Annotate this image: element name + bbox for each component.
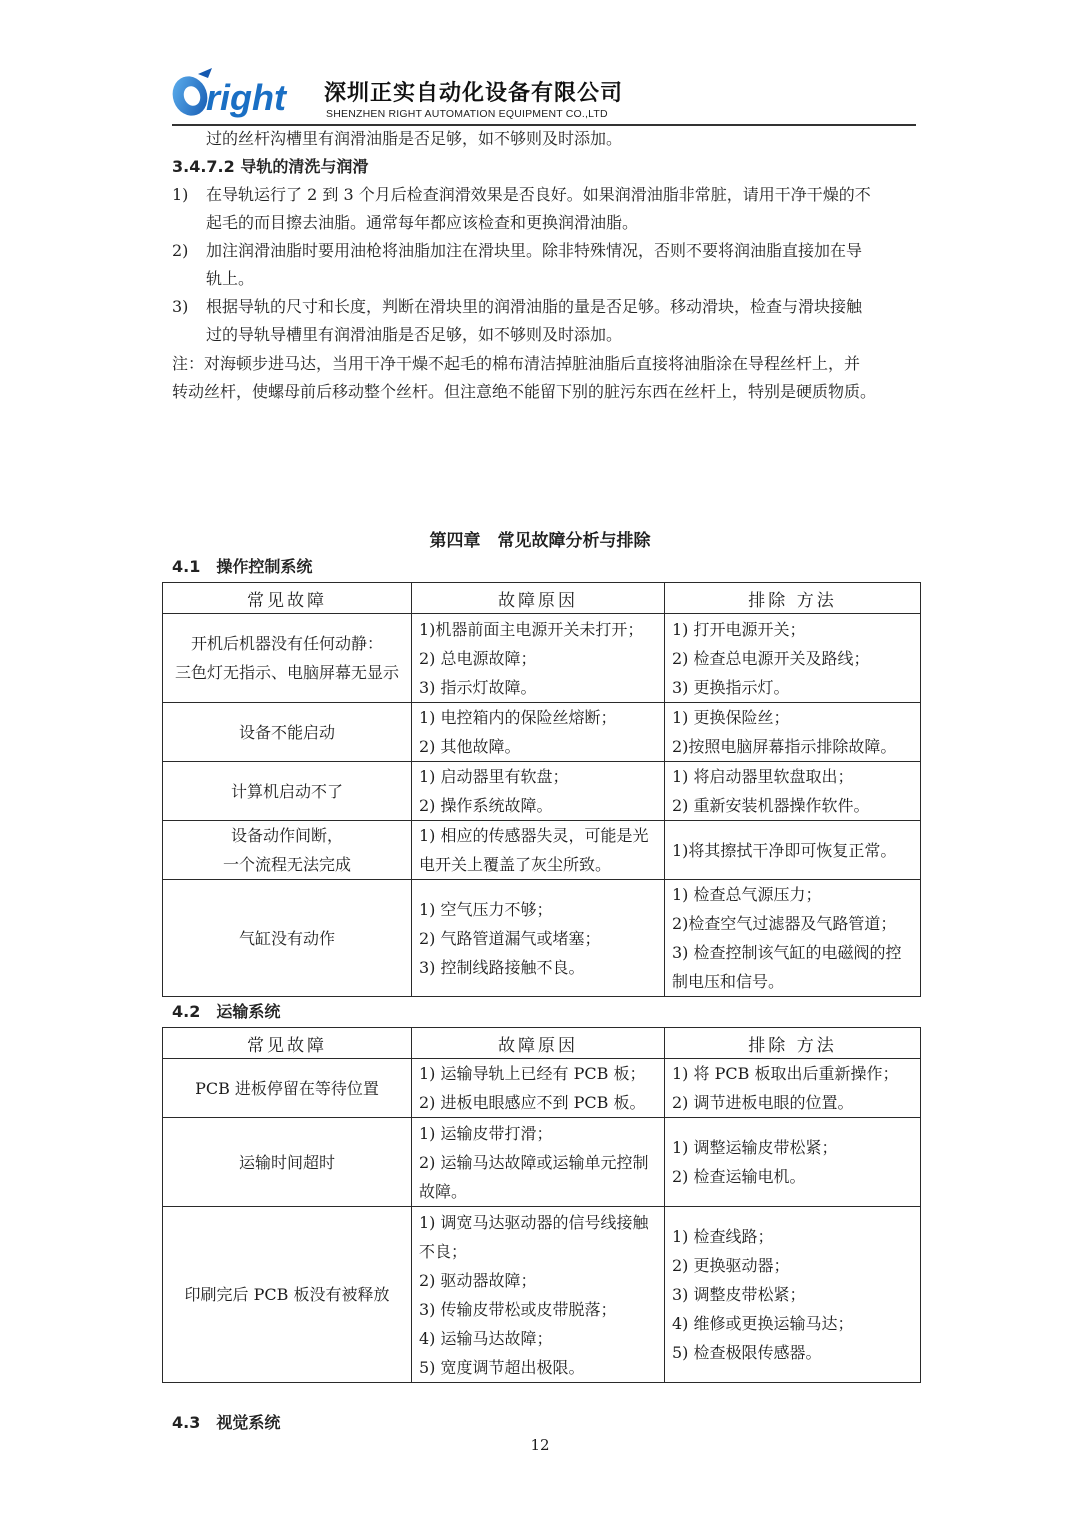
table-row [163, 821, 921, 880]
cause-cell [412, 703, 665, 762]
cell-line: 1) 启动器里有软盘； [419, 767, 569, 786]
fault-cell [163, 762, 412, 821]
fix-cell [665, 762, 921, 821]
cause-cell [412, 880, 665, 997]
header-divider [172, 124, 916, 126]
cell-line: 2) 调节进板电眼的位置。 [672, 1093, 854, 1112]
cell-line: 开机后机器没有任何动静： [190, 634, 383, 653]
cell-line: 1) 调整运输皮带松紧； [672, 1138, 838, 1157]
cell-line: 3) 更换指示灯。 [672, 677, 790, 697]
cell-line: 2) 更换驱动器； [672, 1256, 790, 1275]
cell-line: 2) 检查总电源开关及路线； [672, 648, 870, 668]
fault-cell [163, 880, 412, 997]
column-header: 排除 方法 [665, 1028, 921, 1059]
column-header: 故障原因 [412, 583, 665, 614]
item-text-line: 起毛的而目擦去油脂。通常每年都应该检查和更换润滑油脂。 [206, 213, 639, 232]
table-row [163, 703, 921, 762]
cell-line: 气缸没有动作 [238, 928, 335, 948]
item-number: 2) [172, 241, 189, 260]
cause-cell [412, 1207, 665, 1383]
item-text-line: 在导轨运行了 2 到 3 个月后检查润滑效果是否良好。如果润滑油脂非常脏，请用干净干燥的不 [206, 185, 871, 204]
cause-cell [412, 1118, 665, 1207]
fault-cell [163, 1059, 412, 1118]
column-header: 常见故障 [163, 583, 412, 614]
fix-cell [665, 614, 921, 703]
cell-line: 计算机启动不了 [230, 781, 343, 801]
table-row [163, 614, 921, 703]
table-row [163, 1059, 921, 1118]
cell-line: 3) 检查控制该气缸的电磁阀的控制电压和信号。 [672, 943, 902, 991]
fault-table-4-1 [162, 582, 921, 997]
section-title-4-3: 4.3 视觉系统 [172, 1413, 281, 1432]
table-row [163, 880, 921, 997]
cell-line: 设备动作间断， [230, 826, 343, 845]
table-header-row [163, 1028, 921, 1059]
cause-cell [412, 1059, 665, 1118]
fix-cell [665, 1059, 921, 1118]
cell-line: 1)将其擦拭干净即可恢复正常。 [672, 840, 897, 860]
cell-line: 1) 运输皮带打滑； [419, 1123, 553, 1143]
cell-line: 3) 指示灯故障。 [419, 677, 537, 697]
cell-line: 三色灯无指示、电脑屏幕无显示 [174, 663, 399, 682]
fault-table-4-2 [162, 1027, 921, 1383]
cell-line: 2) 运输马达故障或运输单元控制故障。 [419, 1152, 649, 1201]
fault-cell [163, 1207, 412, 1383]
item-text-line: 过的导轨导槽里有润滑油脂是否足够，如不够则及时添加。 [206, 325, 623, 344]
note-line: 转动丝杆，使螺母前后移动整个丝杆。但注意绝不能留下别的脏污东西在丝杆上，特别是硬质物质。 [172, 382, 877, 401]
cell-line: 2) 驱动器故障； [419, 1270, 537, 1290]
cell-line: 1) 检查线路； [672, 1227, 774, 1246]
cell-line: 3) 调整皮带松紧； [672, 1285, 806, 1304]
cell-line: 印刷完后 PCB 板没有被释放 [184, 1285, 390, 1304]
cell-line: 5) 宽度调节超出极限。 [419, 1357, 585, 1377]
cell-line: 2) 气路管道漏气或堵塞； [419, 928, 601, 948]
cell-line: 2)按照电脑屏幕指示排除故障。 [672, 737, 897, 756]
cell-line: 一个流程无法完成 [222, 855, 351, 874]
cell-line: 2) 检查运输电机。 [672, 1167, 806, 1186]
cause-cell [412, 614, 665, 703]
table-row [163, 1118, 921, 1207]
cell-line: 1) 将启动器里软盘取出； [672, 767, 854, 786]
cell-line: PCB 进板停留在等待位置 [195, 1078, 379, 1098]
continuation-line: 过的丝杆沟槽里有润滑油脂是否足够，如不够则及时添加。 [206, 129, 623, 148]
cell-line: 2) 其他故障。 [419, 737, 521, 756]
item-number: 1) [172, 185, 189, 204]
fault-cell [163, 821, 412, 880]
column-header: 排除 方法 [665, 583, 921, 614]
cell-line: 4) 维修或更换运输马达； [672, 1314, 854, 1333]
cell-line: 设备不能启动 [238, 722, 335, 742]
cause-cell [412, 821, 665, 880]
cell-line: 1)机器前面主电源开关未打开； [419, 619, 644, 639]
cell-line: 2) 操作系统故障。 [419, 796, 553, 815]
fix-cell [665, 1118, 921, 1207]
cell-line: 1) 更换保险丝； [672, 708, 790, 727]
cell-line: 1) 电控箱内的保险丝熔断； [419, 708, 617, 727]
fix-cell [665, 880, 921, 997]
cell-line: 1) 空气压力不够； [419, 899, 553, 919]
section-title-4-1: 4.1 操作控制系统 [172, 557, 313, 576]
cell-line: 1) 打开电源开关； [672, 619, 806, 639]
item-text-line: 轨上。 [206, 269, 255, 288]
company-name-cn: 深圳正实自动化设备有限公司 [324, 81, 624, 106]
column-header: 常见故障 [163, 1028, 412, 1059]
chapter-title: 第四章 常见故障分析与排除 [429, 531, 651, 551]
cell-line: 1) 运输导轨上已经有 PCB 板； [419, 1064, 646, 1083]
company-name-en: SHENZHEN RIGHT AUTOMATION EQUIPMENT CO.,LTD [326, 108, 608, 120]
fix-cell [665, 1207, 921, 1383]
page-number: 12 [530, 1436, 550, 1454]
cell-line: 1) 检查总气源压力； [672, 885, 822, 904]
item-text-line: 加注润滑油脂时要用油枪将油脂加注在滑块里。除非特殊情况，否则不要将润油脂直接加在导 [206, 241, 863, 260]
item-text-line: 根据导轨的尺寸和长度，判断在滑块里的润滑油脂的量是否足够。移动滑块，检查与滑块接触 [206, 297, 863, 316]
fault-cell [163, 703, 412, 762]
cell-line: 4) 运输马达故障； [419, 1328, 553, 1348]
company-logo [168, 66, 318, 122]
cell-line: 1) 相应的传感器失灵，可能是光电开关上覆盖了灰尘所致。 [419, 826, 649, 874]
cell-line: 2) 重新安装机器操作软件。 [672, 796, 870, 815]
cell-line: 2) 进板电眼感应不到 PCB 板。 [419, 1093, 646, 1112]
table-row [163, 762, 921, 821]
fault-cell [163, 614, 412, 703]
cell-line: 1) 调宽马达驱动器的信号线接触不良； [419, 1212, 649, 1261]
fix-cell [665, 703, 921, 762]
table-row [163, 1207, 921, 1383]
cell-line: 2)检查空气过滤器及气路管道； [672, 914, 897, 933]
cell-line: 5) 检查极限传感器。 [672, 1343, 822, 1362]
section-title-3-4-7-2: 3.4.7.2 导轨的清洗与润滑 [172, 157, 369, 176]
fault-cell [163, 1118, 412, 1207]
cause-cell [412, 762, 665, 821]
item-number: 3) [172, 297, 189, 316]
cell-line: 2) 总电源故障； [419, 648, 537, 668]
table-header-row [163, 583, 921, 614]
section-title-4-2: 4.2 运输系统 [172, 1002, 281, 1021]
cell-line: 1) 将 PCB 板取出后重新操作； [672, 1064, 899, 1083]
column-header: 故障原因 [412, 1028, 665, 1059]
note-line: 注：对海顿步进马达，当用干净干燥不起毛的棉布清洁掉脏油脂后直接将油脂涂在导程丝杆上，并 [172, 354, 861, 373]
cell-line: 3) 传输皮带松或皮带脱落； [419, 1299, 617, 1319]
svg-text:right: right [206, 77, 286, 118]
cell-line: 3) 控制线路接触不良。 [419, 957, 585, 977]
fix-cell [665, 821, 921, 880]
cell-line: 运输时间超时 [238, 1152, 335, 1172]
